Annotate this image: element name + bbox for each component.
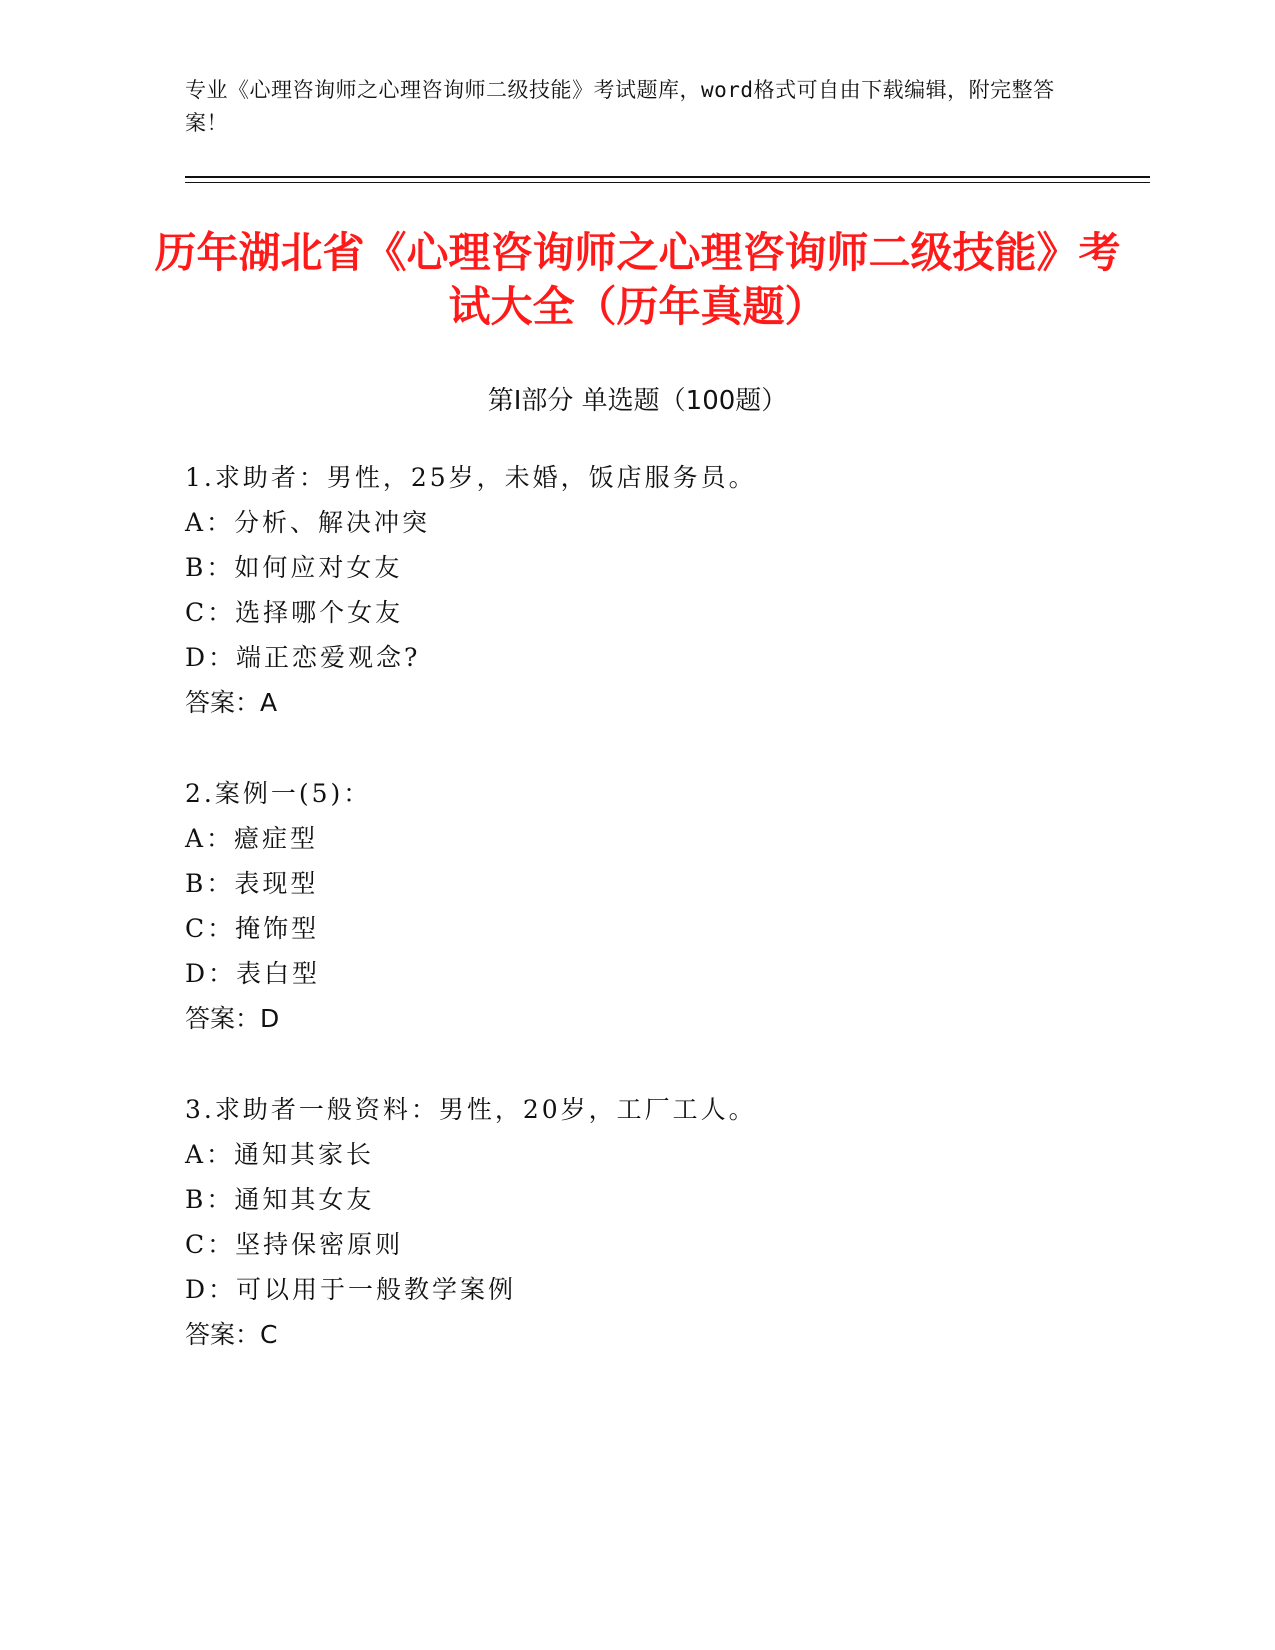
option-a: A：癔症型 [185, 824, 319, 853]
question-stem: 2.案例一(5)： [185, 779, 372, 808]
header-divider-thin [185, 182, 1150, 183]
question-3 [185, 1087, 1085, 1357]
question-stem: 3.求助者一般资料：男性，20岁，工厂工人。 [185, 1095, 757, 1124]
answer-line: 答案：A [185, 688, 278, 717]
option-b: B：表现型 [185, 869, 319, 898]
question-2 [185, 771, 1085, 1041]
option-b: B：通知其女友 [185, 1185, 375, 1214]
option-a: A：分析、解决冲突 [185, 508, 431, 537]
option-a: A：通知其家长 [185, 1140, 375, 1169]
section-title: 第Ⅰ部分 单选题（100题） [487, 386, 788, 416]
question-1 [185, 455, 1085, 725]
answer-line: 答案：D [185, 1004, 280, 1033]
document-title: 历年湖北省《心理咨询师之心理咨询师二级技能》考试大全（历年真题） [154, 228, 1121, 331]
option-d: D：可以用于一般教学案例 [185, 1275, 517, 1304]
option-c: C：选择哪个女友 [185, 598, 404, 627]
question-stem: 1.求助者：男性，25岁，未婚，饭店服务员。 [185, 463, 757, 492]
option-d: D：表白型 [185, 959, 321, 988]
header-note: 专业《心理咨询师之心理咨询师二级技能》考试题库，word格式可自由下载编辑，附完整答案！ [185, 78, 1055, 135]
option-d: D：端正恋爱观念? [185, 643, 421, 672]
header-divider-thick [185, 176, 1150, 178]
option-c: C：掩饰型 [185, 914, 320, 943]
option-b: B：如何应对女友 [185, 553, 403, 582]
answer-line: 答案：C [185, 1320, 278, 1349]
option-c: C：坚持保密原则 [185, 1230, 404, 1259]
